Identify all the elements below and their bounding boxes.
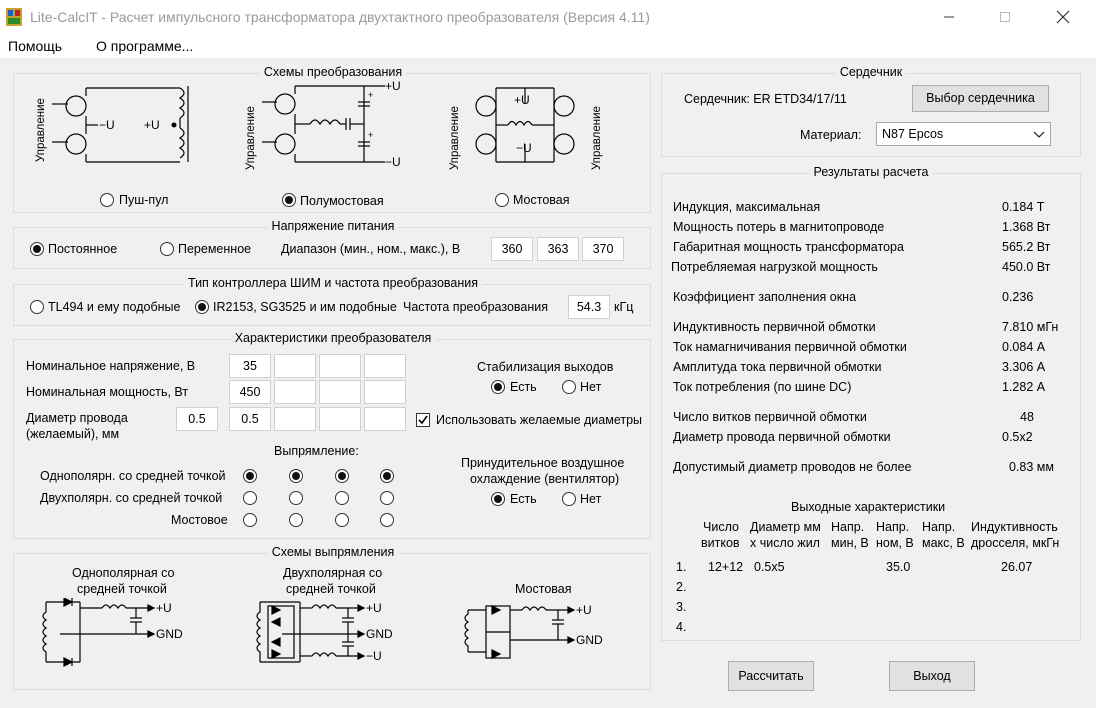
nom-voltage-input-3[interactable] — [319, 354, 361, 378]
pwm-ir2153-radio[interactable] — [195, 300, 209, 314]
gnd-label: GND — [576, 633, 603, 647]
out-header-ind-1: Индуктивность — [971, 520, 1058, 534]
rect-row-label-3: Мостовое — [171, 513, 228, 527]
rect-schemes-title: Схемы выпрямления — [268, 545, 399, 559]
pwm-freq-input[interactable]: 54.3 — [568, 295, 610, 319]
rect-radio-2-3[interactable] — [335, 491, 349, 505]
wire-input-4[interactable] — [364, 407, 406, 431]
svg-text:+: + — [368, 90, 374, 100]
maximize-icon — [999, 11, 1011, 23]
result-value-primary-current-amp: 3.306 А — [1002, 360, 1046, 374]
out-header-vnom-2: ном, В — [876, 536, 914, 550]
result-value-window-fill: 0.236 — [1002, 290, 1034, 304]
result-value-primary-inductance: 7.810 мГн — [1002, 320, 1059, 334]
result-value-dc-current: 1.282 А — [1002, 380, 1046, 394]
result-label-load-power: Потребляемая нагрузкой мощность — [671, 260, 878, 274]
check-icon — [417, 414, 429, 426]
scheme-radio-half-bridge[interactable] — [282, 193, 296, 207]
nom-power-input-3[interactable] — [319, 380, 361, 404]
minus-u-label: −U — [366, 649, 382, 663]
rect-row-label-1: Однополярн. со средней точкой — [40, 469, 226, 483]
svg-text:+U: +U — [514, 93, 530, 107]
supply-range-label: Диапазон (мин., ном., макс.), В — [281, 242, 461, 256]
material-label: Материал: — [800, 128, 862, 142]
cooling-title-2: охлаждение (вентилятор) — [470, 472, 620, 486]
rect-radio-2-2[interactable] — [289, 491, 303, 505]
rect-radio-2-4[interactable] — [380, 491, 394, 505]
out-row-turns: 12+12 — [708, 560, 744, 574]
gnd-label: GND — [156, 627, 183, 641]
scheme-label-full-bridge: Мостовая — [513, 193, 570, 207]
minimize-icon — [943, 11, 955, 23]
stab-yes-label: Есть — [510, 380, 537, 394]
rect-s2-title-2: средней точкой — [286, 582, 376, 596]
supply-dc-radio[interactable] — [30, 242, 44, 256]
supply-title: Напряжение питания — [268, 219, 399, 233]
pwm-freq-label: Частота преобразования — [403, 300, 549, 314]
core-label: Сердечник: ER ETD34/17/11 — [684, 92, 847, 106]
rect-row-label-2: Двухполярн. со средней точкой — [40, 491, 223, 505]
app-icon — [6, 8, 22, 26]
nom-voltage-input-4[interactable] — [364, 354, 406, 378]
control-label-left: Управление — [449, 106, 461, 170]
stab-no-radio[interactable] — [562, 380, 576, 394]
push-pull-diagram — [32, 82, 192, 174]
result-value-load-power: 450.0 Вт — [1002, 260, 1051, 274]
close-icon — [1056, 10, 1070, 24]
wire-label-1: Диаметр провода — [26, 411, 128, 425]
out-header-vnom-1: Напр. — [876, 520, 910, 534]
result-label-primary-inductance: Индуктивность первичной обмотки — [673, 320, 876, 334]
out-header-diam-1: Диаметр мм — [750, 520, 821, 534]
out-row-num: 3. — [676, 600, 687, 614]
rect-radio-2-1[interactable] — [243, 491, 257, 505]
nom-power-label: Номинальная мощность, Вт — [26, 385, 189, 399]
wire-label-2: (желаемый), мм — [26, 427, 120, 441]
result-value-magnetizing-current: 0.084 А — [1002, 340, 1046, 354]
result-label-max-wire: Допустимый диаметр проводов не более — [673, 460, 912, 474]
minus-u-label: −U — [99, 118, 115, 132]
wire-main-input[interactable]: 0.5 — [176, 407, 218, 431]
nom-power-input-2[interactable] — [274, 380, 316, 404]
rect-radio-3-3[interactable] — [335, 513, 349, 527]
stab-yes-radio[interactable] — [491, 380, 505, 394]
menu-about[interactable]: О программе... — [96, 38, 194, 54]
stab-no-label: Нет — [580, 380, 602, 394]
plus-u-label: +U — [144, 118, 160, 132]
supply-min-input[interactable]: 360 — [491, 237, 533, 261]
result-label-primary-wire: Диаметр провода первичной обмотки — [673, 430, 891, 444]
out-header-vmin-2: мин, В — [831, 536, 869, 550]
rect-radio-3-1[interactable] — [243, 513, 257, 527]
scheme-label-push-pull: Пуш-пул — [119, 193, 169, 207]
gnd-label: GND — [366, 627, 393, 641]
wire-input-2[interactable] — [274, 407, 316, 431]
result-label-dc-current: Ток потребления (по шине DC) — [673, 380, 852, 394]
result-label-window-fill: Коэффициент заполнения окна — [673, 290, 857, 304]
cooling-no-label: Нет — [580, 492, 602, 506]
out-row-num: 4. — [676, 620, 687, 634]
plus-u-label: +U — [366, 601, 382, 615]
pwm-ir2153-label: IR2153, SG3525 и им подобные — [213, 300, 397, 314]
cooling-title-1: Принудительное воздушное — [461, 456, 625, 470]
control-label: Управление — [35, 98, 47, 162]
supply-ac-radio[interactable] — [160, 242, 174, 256]
material-value: N87 Epcos — [882, 127, 944, 141]
result-value-max-wire: 0.83 мм — [1009, 460, 1054, 474]
control-label-right: Управление — [591, 106, 603, 170]
minus-u-label: −U — [385, 155, 401, 169]
schemes-title: Схемы преобразования — [260, 65, 406, 79]
cooling-yes-label: Есть — [510, 492, 537, 506]
rect-diagram-unipolar — [40, 598, 190, 670]
rect-diagram-bipolar — [252, 598, 402, 670]
result-label-magnetizing-current: Ток намагничивания первичной обмотки — [673, 340, 907, 354]
out-header-vmin-1: Напр. — [831, 520, 865, 534]
result-value-overall-power: 565.2 Вт — [1002, 240, 1051, 254]
scheme-radio-push-pull[interactable] — [100, 193, 114, 207]
svg-text:−U: −U — [516, 141, 532, 155]
result-label-primary-turns: Число витков первичной обмотки — [673, 410, 867, 424]
core-title: Сердечник — [836, 65, 906, 79]
rect-radio-1-4[interactable] — [380, 469, 394, 483]
out-row-num: 1. — [676, 560, 687, 574]
result-label-overall-power: Габаритная мощность трансформатора — [673, 240, 904, 254]
supply-max-input[interactable]: 370 — [582, 237, 624, 261]
rect-s3-title: Мостовая — [515, 582, 572, 596]
out-row-diam: 0.5x5 — [754, 560, 785, 574]
rect-radio-1-1[interactable] — [243, 469, 257, 483]
rect-s1-title-1: Однополярная со — [72, 566, 175, 580]
menu-help[interactable]: Помощь — [8, 38, 63, 54]
supply-dc-label: Постоянное — [48, 242, 118, 256]
out-header-ind-2: дросселя, мкГн — [971, 536, 1060, 550]
wire-input-3[interactable] — [319, 407, 361, 431]
half-bridge-diagram — [240, 78, 410, 174]
plus-u-label: +U — [156, 601, 172, 615]
out-row-ind: 26.07 — [1001, 560, 1033, 574]
rect-radio-1-3[interactable] — [335, 469, 349, 483]
output-title: Выходные характеристики — [791, 500, 946, 514]
results-title: Результаты расчета — [810, 165, 933, 179]
material-select[interactable] — [876, 122, 1051, 146]
out-header-vmax-2: макс, В — [922, 536, 965, 550]
maximize-button[interactable] — [982, 0, 1028, 34]
nom-power-input-4[interactable] — [364, 380, 406, 404]
calculate-button[interactable]: Рассчитать — [728, 661, 814, 691]
rect-diagram-bridge — [462, 600, 612, 672]
window-title: Lite-CalcIT - Расчет импульсного трансформатора двухтактного преобразователя (Версия 4.11) — [30, 9, 650, 25]
scheme-label-half-bridge: Полумостовая — [300, 194, 384, 208]
select-core-button[interactable]: Выбор сердечника — [912, 85, 1049, 112]
out-row-num: 2. — [676, 580, 687, 594]
out-header-turns-1: Число — [703, 520, 739, 534]
nom-voltage-input-2[interactable] — [274, 354, 316, 378]
pwm-freq-unit: кГц — [614, 300, 634, 314]
rect-radio-3-4[interactable] — [380, 513, 394, 527]
result-value-induction: 0.184 Т — [1002, 200, 1045, 214]
stab-title: Стабилизация выходов — [477, 360, 614, 374]
supply-ac-label: Переменное — [178, 242, 252, 256]
full-bridge-diagram — [446, 82, 606, 174]
converter-title: Характеристики преобразователя — [231, 331, 436, 345]
pwm-tl494-radio[interactable] — [30, 300, 44, 314]
out-header-diam-2: x число жил — [750, 536, 820, 550]
exit-button[interactable]: Выход — [889, 661, 975, 691]
rect-s1-title-2: средней точкой — [77, 582, 167, 596]
result-label-core-loss: Мощность потерь в магнитопроводе — [673, 220, 885, 234]
pwm-title: Тип контроллера ШИМ и частота преобразования — [184, 276, 482, 290]
result-label-primary-current-amp: Амплитуда тока первичной обмотки — [673, 360, 882, 374]
out-header-turns-2: витков — [701, 536, 740, 550]
supply-nom-input[interactable]: 363 — [537, 237, 579, 261]
control-label: Управление — [245, 106, 257, 170]
nom-power-input-1[interactable]: 450 — [229, 380, 271, 404]
out-header-vmax-1: Напр. — [922, 520, 956, 534]
use-wire-label: Использовать желаемые диаметры — [436, 413, 643, 427]
result-label-induction: Индукция, максимальная — [673, 200, 821, 214]
rect-radio-1-2[interactable] — [289, 469, 303, 483]
scheme-radio-full-bridge[interactable] — [495, 193, 509, 207]
chevron-down-icon — [1033, 130, 1045, 140]
pwm-tl494-label: TL494 и ему подобные — [48, 300, 181, 314]
nom-voltage-label: Номинальное напряжение, В — [26, 359, 196, 373]
plus-u-label: +U — [385, 79, 401, 93]
result-value-primary-turns: 48 — [1020, 410, 1034, 424]
rect-s2-title-1: Двухполярная со — [283, 566, 383, 580]
out-row-vnom: 35.0 — [886, 560, 911, 574]
cooling-no-radio[interactable] — [562, 492, 576, 506]
wire-input-1[interactable]: 0.5 — [229, 407, 271, 431]
rect-radio-3-2[interactable] — [289, 513, 303, 527]
close-button[interactable] — [1040, 0, 1086, 34]
svg-text:+: + — [368, 130, 374, 140]
result-value-core-loss: 1.368 Вт — [1002, 220, 1051, 234]
result-value-primary-wire: 0.5x2 — [1002, 430, 1033, 444]
nom-voltage-input-1[interactable]: 35 — [229, 354, 271, 378]
use-wire-checkbox[interactable] — [416, 413, 430, 427]
plus-u-label: +U — [576, 603, 592, 617]
rect-title: Выпрямление: — [274, 444, 359, 458]
cooling-yes-radio[interactable] — [491, 492, 505, 506]
minimize-button[interactable] — [926, 0, 972, 34]
